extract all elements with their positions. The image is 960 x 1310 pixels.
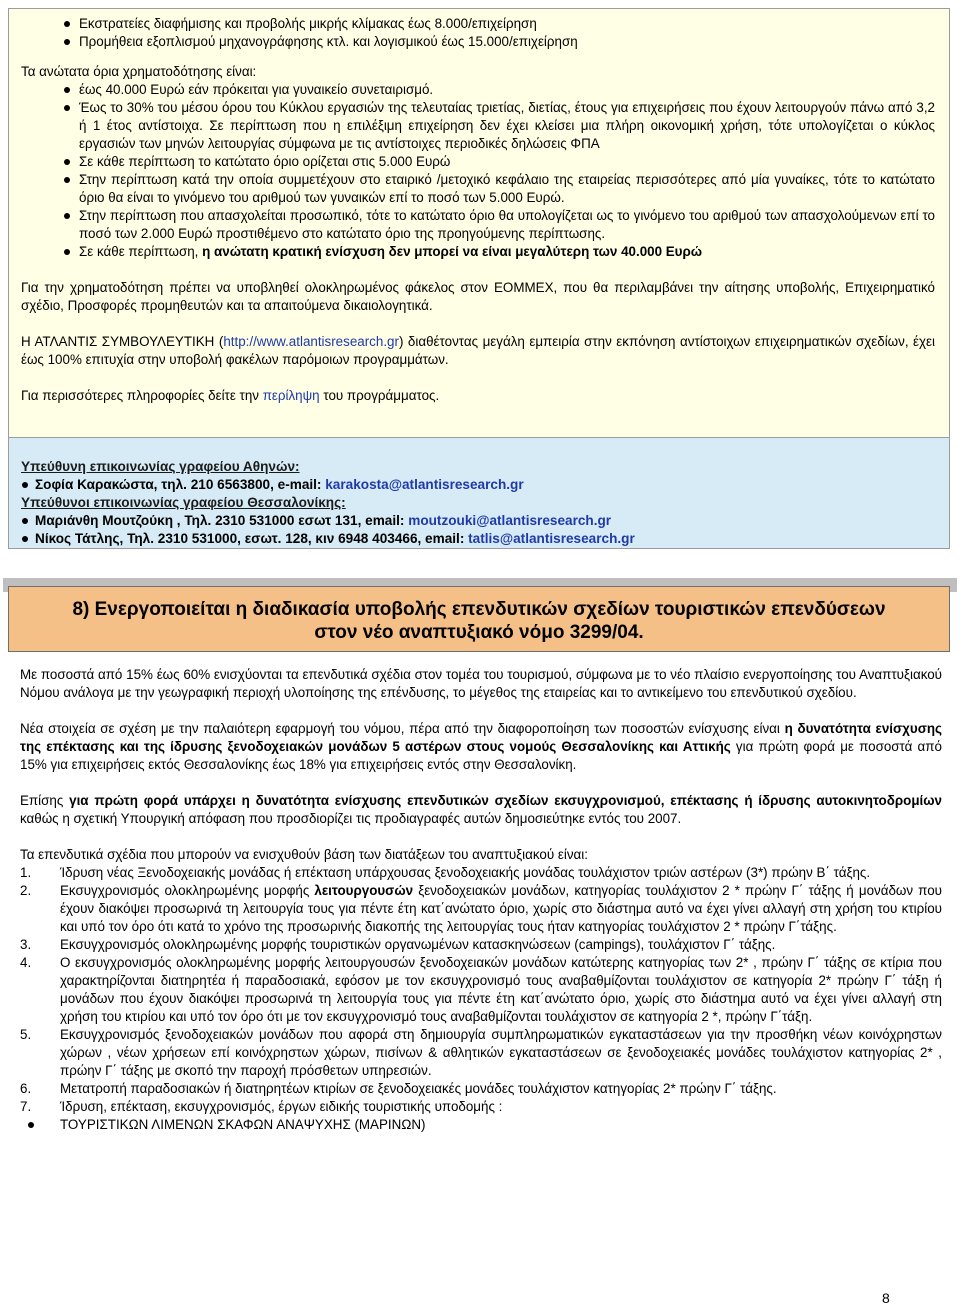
bullet-staff: Στην περίπτωση που απασχολείται προσωπικό, τότε το κατώτατο όριο θα υπολογίζεται ως το γινόμενο του αριθμού των απασχολούμενων επί το ποσό των 2.000 Ευρώ προστιθέμενο στο κατώτατο όριο της προηγούμενης περίπτωσης. <box>21 207 935 243</box>
list-item-number: 2. <box>20 883 32 898</box>
atlantis-website-link[interactable]: http://www.atlantisresearch.gr <box>223 334 399 349</box>
bullet-maximum <box>21 243 935 261</box>
para-dossier: Για την χρηματοδότηση πρέπει να υποβληθεί ολοκληρωμένος φάκελος στον ΕΟΜΜΕΧ, που θα περιλαμβάνει την αίτησης υποβολής, Επιχειρηματικό σχέδιο, Προσφορές προμηθευτών και τα απαιτούμενα δικαιολογητικά. <box>21 280 935 313</box>
bullet-advertising: Εκστρατείες διαφήμισης και προβολής μικρής κλίμακας έως 8.000/επιχείρηση <box>21 15 935 33</box>
thessaloniki-contact-list <box>21 512 935 548</box>
athens-email-link[interactable]: karakosta@atlantisresearch.gr <box>325 477 524 492</box>
thessaloniki-contact-item <box>21 512 935 530</box>
list-item-text: Μετατροπή παραδοσιακών ή διατηρητέων κτιρίων σε ξενοδοχειακές μονάδες τουλάχιστον κατηγορίας 2* πρώην Γ΄ τάξης. <box>60 1081 777 1096</box>
bullet-equipment: Προμήθεια εξοπλισμού μηχανογράφησης κτλ. και λογισμικού έως 15.000/επιχείρηση <box>21 33 935 51</box>
contacts-box <box>8 437 950 549</box>
list-item-number: 6. <box>20 1081 32 1096</box>
list-item <box>20 882 942 936</box>
list-item-number: 5. <box>20 1027 32 1042</box>
list-item-text: Ίδρυση, επέκταση, εκσυγχρονισμός, έργων ειδικής τουριστικής υποδομής : <box>60 1099 503 1114</box>
bullet-women-coop: έως 40.000 Ευρώ εάν πρόκειται για γυναικείο συνεταιρισμό. <box>21 81 935 99</box>
para-more-info <box>21 387 935 405</box>
limits-intro: Τα ανώτατα όρια χρηματοδότησης είναι: <box>21 64 257 79</box>
list-item-number: 3. <box>20 937 32 952</box>
list-item-text: Εκσυγχρονισμός ολοκληρωμένης μορφής τουριστικών οργανωμένων κατασκηνώσεων (campings), τουλάχιστον Γ΄ τάξης. <box>60 937 776 952</box>
para-atlantis <box>21 333 935 369</box>
list-item <box>20 954 942 1026</box>
para-new-elements <box>20 720 942 774</box>
list-item-text-bold: λειτουργουσών <box>314 883 414 898</box>
para-circuits-bold: για πρώτη φορά υπάρχει η δυνατότητα ενίσχυσης επενδυτικών σχεδίων εκσυγχρονισμού, επέκτασης ή ίδρυσης αυτοκινητοδρομίων <box>69 793 942 808</box>
list-item-text: Εκσυγχρονισμός ξενοδοχειακών μονάδων που αφορά στη δημιουργία συμπληρωματικών εγκαταστάσεων για την προσθήκη νέων κοινόχρηστων χώρων , νέων χρήσεων επί κοινόχρηστων χώρων, πισίνων & αθλητικών εγκαταστάσεων σε ξενοδοχειακές μονάδες τουλάχιστον κατηγορίας 2* , πρώην Γ΄ τάξης με σκοπό την παροχή πρόσθετων υπηρεσιών. <box>60 1027 942 1078</box>
para-more-pre: Για περισσότερες πληροφορίες δείτε την <box>21 388 263 403</box>
list-intro: Τα επενδυτικά σχέδια που μπορούν να ενισχυθούν βάση των διατάξεων του αναπτυξιακού είναι: <box>20 847 588 862</box>
para-circuits-pre: Επίσης <box>20 793 70 808</box>
moutzouki-email-link[interactable]: moutzouki@atlantisresearch.gr <box>408 513 612 528</box>
section-body <box>20 666 942 1134</box>
bullet-maximum-prefix: Σε κάθε περίπτωση, <box>79 244 203 259</box>
list-item-number: 1. <box>20 865 32 880</box>
thessaloniki-contact-text: Μαριάνθη Μουτζούκη , Τηλ. 2310 531000 εσωτ 131, email: <box>35 513 409 528</box>
list-item-text: Ίδρυση νέας Ξενοδοχειακής μονάδας ή επέκταση υπάρχουσας ξενοδοχειακής μονάδας τουλάχιστον τριών αστέρων (3*) πρώην Β΄ τάξης. <box>60 865 871 880</box>
para-atlantis-post: ) διαθέτοντας μεγάλη εμπειρία στην εκπόνηση αντίστοιχων επιχειρηματικών σχεδίων, έχει έως 100% επιτυχία στην υποβολή φακέλων παρόμοιων προγραμμάτων. <box>21 334 935 367</box>
list-item-marinas: ΤΟΥΡΙΣΤΙΚΩΝ ΛΙΜΕΝΩΝ ΣΚΑΦΩΝ ΑΝΑΨΥΧΗΣ (ΜΑΡΙΝΩΝ) <box>20 1116 942 1134</box>
summary-link[interactable]: περίληψη <box>262 388 320 403</box>
bullet-women-shareholders: Στην περίπτωση κατά την οποία συμμετέχουν στο εταιρικό /μετοχικό κεφάλαιο της εταιρείας περισσότερες από μία γυναίκες, τότε το κατώτατο όριο θα είναι το γινόμενο του αριθμού των γυναικών επί το ποσό των 5.000 Ευρώ. <box>21 171 935 207</box>
bullet-turnover: Έως το 30% του μέσου όρου του Κύκλου εργασιών της τελευταίας τριετίας, διετίας, έτους για επιχειρήσεις που έχουν λειτουργούν πάνω από 3,2 ή 1 έτος αντίστοιχα. Σε περίπτωση που η επιλέξιμη επιχείρηση δεν έχει κλείσει μια πλήρη οικονομική χρήση, τότε υπολογίζεται ο κύκλος εργασιών των μηνών λειτουργίας σύμφωνα με τις αντίστοιχες περιοδικές δηλώσεις ΦΠΑ <box>21 99 935 153</box>
section-title-line1: 8) Ενεργοποιείται η διαδικασία υποβολής επενδυτικών σχεδίων τουριστικών επενδύσεων <box>72 599 886 620</box>
para-atlantis-pre: Η ΑΤΛΑΝΤΙΣ ΣΥΜΒΟΥΛΕΥΤΙΚΗ ( <box>21 334 224 349</box>
para-more-post: του προγράμματος. <box>319 388 440 403</box>
bullet-minimum: Σε κάθε περίπτωση το κατώτατο όριο ορίζεται στις 5.000 Ευρώ <box>21 153 935 171</box>
list-item-text-post: ξενοδοχειακών μονάδων, κατηγορίας τουλάχιστον 2 * πρώην Γ΄ τάξης ή μονάδων που έχουν διακόψει προσωρινά τη λειτουργία τους για πέντε έτη κατ΄ανώτατο όριο, χωρίς στο διάστημα αυτό να έχει γίνει αλλαγή στη χρήση του κτιρίου και υπό τον όρο ότι κατά το χρόνο της προσωρινής διακοπής της λειτουργίας τους ήταν κατηγορίας τουλάχιστον 2 * πρώην Γ΄τάξης. <box>60 883 942 934</box>
list-item-number: 4. <box>20 955 32 970</box>
section-title-box <box>8 586 950 652</box>
list-item-number: 7. <box>20 1099 32 1114</box>
para-rates: Με ποσοστά από 15% έως 60% ενισχύονται τα επενδυτικά σχέδια στον τομέα του τουρισμού, σύμφωνα με το νέο πλαίσιο ενεργοποίησης του Αναπτυξιακού Νόμου ανάλογα με την γεωγραφική περιοχή υλοποίησης της επένδυσης, το μέγεθος της εταιρείας και το αντικείμενο του επενδυτικού σχεδίου. <box>20 667 942 700</box>
list-item-text: Ο εκσυγχρονισμός ολοκληρωμένης μορφής λειτουργουσών ξενοδοχειακών μονάδων κατώτερης κατηγορίας των 2* , πρώην Γ΄ τάξης σε κτίρια που χαρακτηρίζονται διατηρητέα ή παραδοσιακά, εφόσον με τον εκσυγχρονισμό τους αναβαθμίζονται τουλάχιστον σε κατηγορία 2* πρώην Γ΄ τάξη ή μονάδων που έχουν διακόψει προσωρινά τη λειτουργία τους για πέντε έτη κατ΄ανώτατο όριο, χωρίς στο διάστημα αυτό να έχει γίνει αλλαγή στη χρήση του κτιρίου και υπό τον όρο ότι με τον εκσυγχρονισμό τους αναβαθμίζονται τουλάχιστον σε κατηγορία 2 *, πρώην Γ΄τάξη. <box>60 955 942 1024</box>
expense-bullet-list <box>21 15 935 51</box>
bullet-maximum-bold: η ανώτατη κρατική ενίσχυση δεν μπορεί να είναι μεγαλύτερη των 40.000 Ευρώ <box>202 244 703 259</box>
list-item <box>20 864 942 882</box>
list-item <box>20 1098 942 1116</box>
thessaloniki-contact-heading: Υπεύθυνοι επικοινωνίας γραφείου Θεσσαλονίκης: <box>21 495 346 510</box>
para-new-elements-pre: Νέα στοιχεία σε σχέση με την παλαιότερη εφαρμογή του νόμου, πέρα από την διαφοροποίηση των ποσοστών ενίσχυσης είναι <box>20 721 785 736</box>
list-item <box>20 1080 942 1098</box>
eligible-investments-list <box>20 864 942 1134</box>
para-new-elements-bold: η δυνατότητα ενίσχυσης της επέκτασης και της ίδρυσης ξενοδοχειακών μονάδων 5 αστέρων στους νομούς Θεσσαλονίκης και Αττικής <box>20 721 942 754</box>
funding-details-box <box>8 8 950 438</box>
para-circuits <box>20 792 942 828</box>
athens-contact-item <box>21 476 935 494</box>
list-item <box>20 1026 942 1080</box>
page-number: 8 <box>882 1290 890 1306</box>
tatlis-email-link[interactable]: tatlis@atlantisresearch.gr <box>468 531 635 546</box>
thessaloniki-contact-text: Νίκος Τάτλης, Τηλ. 2310 531000, εσωτ. 128, κιν 6948 403466, email: <box>35 531 469 546</box>
athens-contact-text: Σοφία Καρακώστα, τηλ. 210 6563800, e-mail: <box>35 477 326 492</box>
section-title-line2: στον νέο αναπτυξιακό νόμο 3299/04. <box>314 622 644 643</box>
limits-bullet-list <box>21 81 935 261</box>
list-item-text-pre: Εκσυγχρονισμός ολοκληρωμένης μορφής <box>60 883 315 898</box>
athens-contact-list <box>21 476 935 494</box>
para-new-elements-post: για πρώτη φορά με ποσοστά από 15% για επιχειρήσεις εκτός Θεσσαλονίκης έως 18% για επιχειρήσεις εντός στην Θεσσαλονίκη. <box>20 739 942 772</box>
thessaloniki-contact-item <box>21 530 935 548</box>
para-circuits-post: καθώς η σχετική Υπουργική απόφαση που προσδιορίζει τις προδιαγραφές αυτών δημοσιεύτηκε εντός του 2007. <box>20 811 682 826</box>
athens-contact-heading: Υπεύθυνη επικοινωνίας γραφείου Αθηνών: <box>21 459 300 474</box>
list-item <box>20 936 942 954</box>
